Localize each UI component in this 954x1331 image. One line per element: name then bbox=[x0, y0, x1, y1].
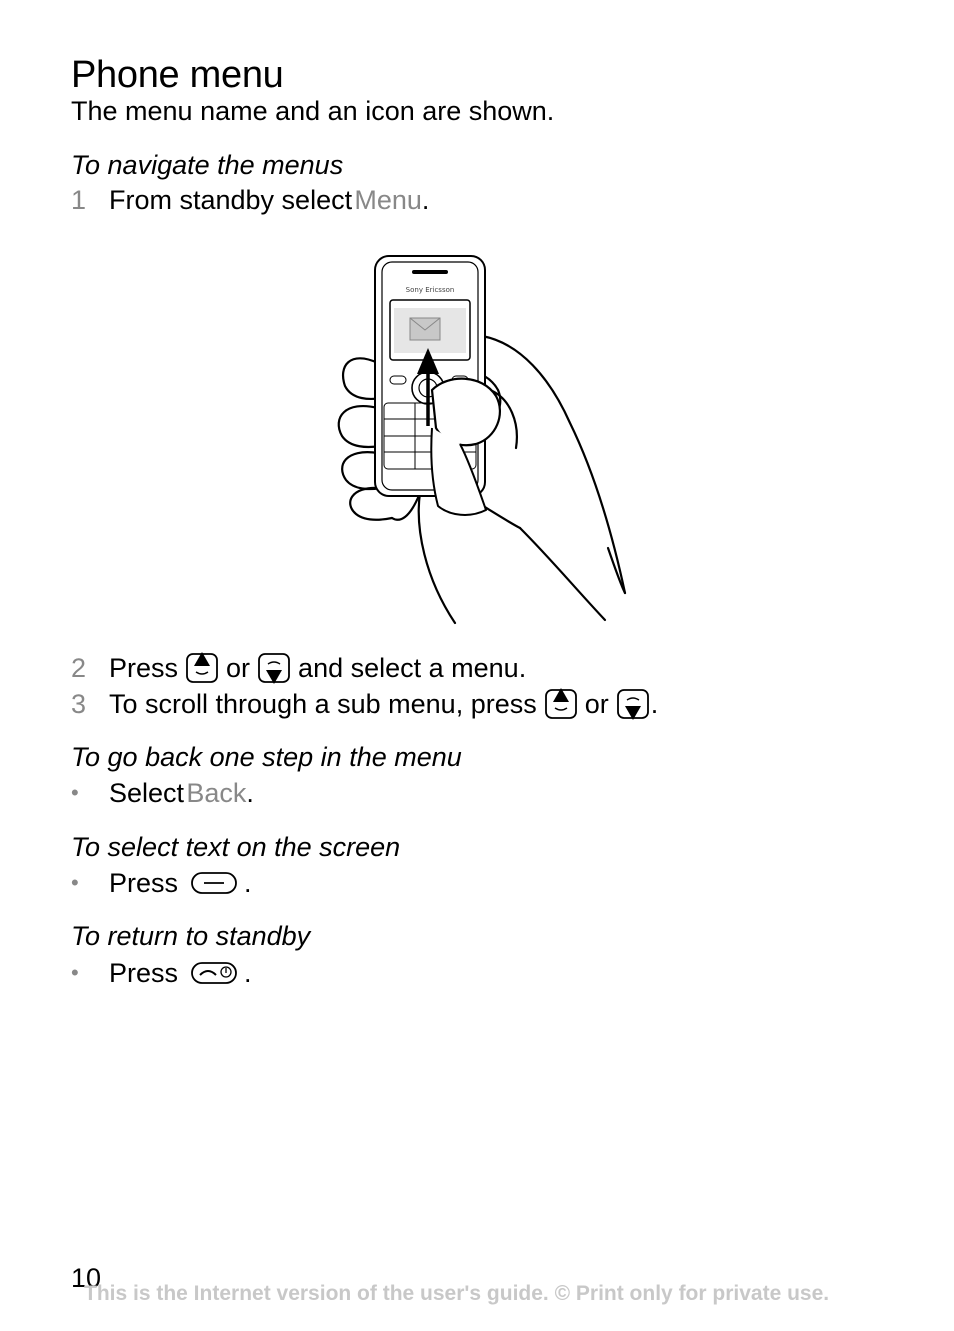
item-text: Press bbox=[109, 868, 179, 898]
heading-select-text: To select text on the screen bbox=[71, 832, 401, 862]
nav-down-key-icon bbox=[615, 686, 651, 722]
heading-navigate-menus: To navigate the menus bbox=[71, 150, 344, 180]
step-text: Press bbox=[109, 653, 179, 683]
item-text: Select bbox=[109, 778, 185, 808]
nav-down-key-icon bbox=[256, 650, 292, 686]
step-number: 2 bbox=[71, 653, 87, 683]
bullet: • bbox=[71, 960, 79, 985]
item-text: Press bbox=[109, 958, 179, 988]
end-call-key-icon bbox=[190, 959, 238, 987]
step-text: and select a menu. bbox=[298, 653, 527, 683]
step-3 bbox=[71, 686, 658, 722]
hand-holding-phone-illustration bbox=[320, 248, 640, 628]
bullet-return-standby bbox=[71, 955, 252, 991]
or-text: or bbox=[584, 689, 609, 719]
menu-softkey-label: Menu bbox=[354, 185, 422, 215]
step-number: 3 bbox=[71, 689, 87, 719]
step-2 bbox=[71, 650, 526, 686]
bullet-go-back bbox=[71, 775, 254, 811]
bullet: • bbox=[71, 870, 79, 895]
footer-notice: This is the Internet version of the user's guide. © Print only for private use. bbox=[84, 1282, 830, 1305]
page-number: 10 bbox=[71, 1263, 102, 1293]
bullet: • bbox=[71, 780, 79, 805]
intro-text: The menu name and an icon are shown. bbox=[71, 96, 555, 126]
phone-brand-label: Sony Ericsson bbox=[405, 286, 455, 294]
nav-up-key-icon bbox=[543, 686, 579, 722]
selection-key-icon bbox=[190, 869, 238, 897]
step-punct: . bbox=[421, 185, 430, 215]
nav-up-key-icon bbox=[184, 650, 220, 686]
step-text: To scroll through a sub menu, press bbox=[109, 689, 537, 719]
heading-go-back: To go back one step in the menu bbox=[71, 742, 462, 772]
item-punct: . bbox=[244, 958, 252, 988]
item-punct: . bbox=[246, 778, 254, 808]
back-softkey-label: Back bbox=[186, 778, 247, 808]
step-text: From standby select bbox=[109, 185, 353, 215]
step-punct: . bbox=[650, 689, 659, 719]
bullet-select-text bbox=[71, 865, 252, 901]
step-number: 1 bbox=[71, 185, 87, 215]
page-title: Phone menu bbox=[71, 54, 284, 96]
or-text: or bbox=[226, 653, 251, 683]
item-punct: . bbox=[244, 868, 252, 898]
step-1 bbox=[71, 182, 429, 218]
heading-return-standby: To return to standby bbox=[71, 921, 311, 951]
